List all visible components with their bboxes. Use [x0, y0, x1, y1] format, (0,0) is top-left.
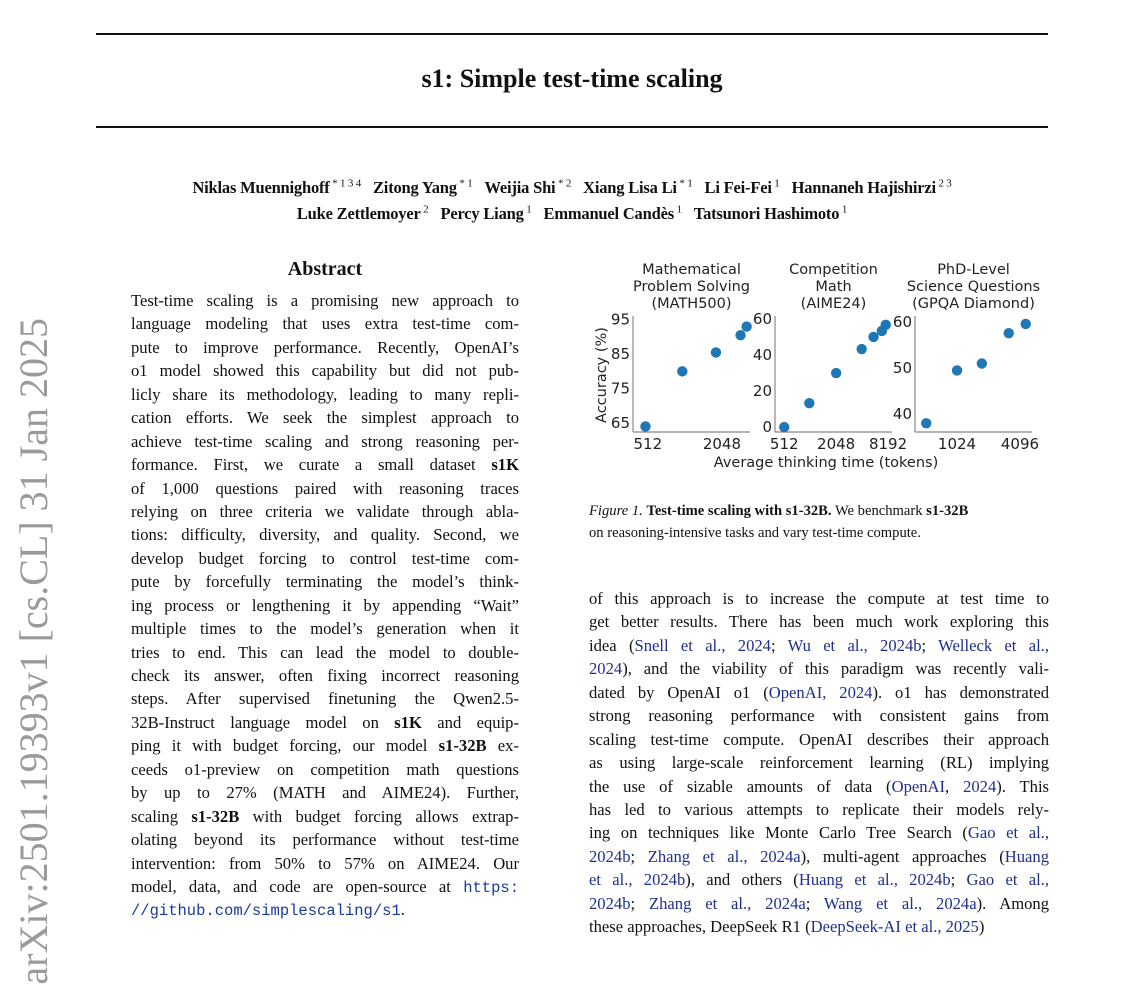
- panel-title-line: Math: [815, 279, 852, 295]
- text-segment: ;: [950, 870, 967, 890]
- citation-link[interactable]: Snell et al., 2024: [634, 635, 771, 655]
- text-segment: pute to improve performance. Recently, OpenAI’s: [131, 337, 519, 357]
- text-segment: steps. After supervised finetuning the Qwen2.5-: [131, 689, 519, 709]
- author-affiliation: 2 3: [935, 177, 952, 189]
- text-line: [589, 587, 1049, 610]
- text-segment: ,: [945, 776, 964, 796]
- citation-link[interactable]: Wu et al., 2024b: [787, 635, 922, 655]
- author-affiliation: 1: [771, 177, 780, 189]
- author-affiliation: * 1: [676, 177, 693, 189]
- y-tick-label: 50: [892, 359, 912, 378]
- text-line: [589, 704, 1049, 727]
- panel-title-line: Competition: [789, 262, 878, 278]
- text-segment: tions: difficulty, diversity, and quality. Second, we: [131, 525, 519, 545]
- text-segment: as using large-scale reinforcement learning (RL) implying: [589, 753, 1049, 773]
- text-segment: ex-: [486, 736, 519, 756]
- citation-link[interactable]: Huang: [1004, 846, 1049, 866]
- author-name: Percy Liang: [440, 204, 524, 223]
- figure-caption: [589, 500, 1049, 544]
- text-segment: Test-time scaling is a promising new approach to: [131, 291, 519, 310]
- author-name: Xiang Lisa Li: [583, 177, 677, 197]
- text-line: [589, 728, 1049, 751]
- author-name: Luke Zettlemoyer: [296, 204, 421, 223]
- data-point: [711, 347, 721, 357]
- text-segment: scaling test-time compute. OpenAI describes their approach: [589, 729, 1049, 749]
- text-line: [589, 892, 1049, 915]
- url-link[interactable]: https:: [463, 878, 519, 897]
- url-link[interactable]: //github.com/simplescaling/s1: [131, 902, 401, 921]
- text-segment: ceeds o1-preview on competition math questions: [131, 759, 519, 779]
- chart-panel-1: [611, 262, 752, 453]
- text-line: [131, 805, 519, 828]
- text-segment: multiple times to the model’s generation when it: [131, 619, 519, 639]
- author-name: Li Fei-Fei: [704, 177, 772, 197]
- data-point: [779, 422, 789, 432]
- text-line: [589, 868, 1049, 891]
- bold-text: s1K: [491, 455, 519, 475]
- text-line: [131, 500, 519, 523]
- author-name: Weijia Shi: [484, 177, 556, 197]
- x-tick-label: 2048: [702, 435, 742, 453]
- text-segment: cation efforts. We seek the simplest approach to: [131, 408, 519, 428]
- text-line: [131, 734, 519, 757]
- panel-title-line: PhD-Level: [937, 262, 1010, 278]
- y-tick-label: 20: [752, 382, 772, 401]
- bold-text: s1-32B: [191, 806, 240, 826]
- intro-body-text: [589, 587, 1049, 939]
- abstract-heading: Abstract: [287, 258, 363, 280]
- text-segment: ): [978, 917, 985, 937]
- y-tick-label: 0: [762, 418, 772, 437]
- panel-title-line: Science Questions: [906, 279, 1041, 295]
- text-line: [589, 657, 1049, 680]
- caption-label: Figure 1.: [589, 503, 643, 519]
- x-tick-label: 1024: [937, 435, 977, 453]
- citation-link[interactable]: Wang et al., 2024a: [823, 893, 977, 913]
- citation-link[interactable]: Huang et al., 2024b: [798, 870, 951, 890]
- text-line: [131, 711, 519, 734]
- data-point: [952, 365, 962, 375]
- text-line: [589, 845, 1049, 868]
- bold-text: s1-32B: [438, 736, 487, 756]
- x-axis-label: Average thinking time (tokens): [713, 455, 939, 471]
- citation-link[interactable]: Gao et al.,: [967, 823, 1049, 843]
- data-point: [881, 320, 891, 330]
- text-segment: ;: [921, 635, 939, 655]
- data-point: [856, 344, 866, 354]
- text-line: [131, 594, 519, 617]
- chart-panel-3: [893, 262, 1040, 453]
- author-affiliation: * 1 3 4: [329, 177, 361, 189]
- author-affiliation: * 1: [456, 177, 473, 189]
- text-segment: strong reasoning performance with consistent gains from: [589, 706, 1049, 726]
- text-line: [589, 610, 1049, 633]
- text-segment: relying on three criteria we validate through abla-: [131, 501, 519, 521]
- text-segment: get better results. There has been much work exploring this: [589, 612, 1049, 632]
- y-tick-label: 40: [752, 345, 772, 364]
- text-line: [589, 634, 1049, 657]
- text-line: [131, 875, 519, 898]
- text-line: [131, 758, 519, 781]
- text-segment: ). Among: [976, 893, 1049, 913]
- text-segment: ing process or lengthening it by appending “Wait”: [131, 595, 519, 615]
- citation-link[interactable]: 2024: [589, 659, 623, 679]
- text-segment: idea (: [589, 635, 635, 655]
- text-segment: of this approach is to increase the compute at test time to: [589, 589, 1049, 608]
- text-segment: olating beyond its performance without test-time: [131, 830, 519, 850]
- author-name: Hannaneh Hajishirzi: [791, 177, 936, 197]
- citation-link[interactable]: Zhang et al., 2024a: [647, 846, 801, 866]
- text-segment: ), and the viability of this paradigm was recently vali-: [622, 659, 1049, 679]
- author-affiliation: * 2: [555, 177, 572, 189]
- data-point: [868, 332, 878, 342]
- figure-1-chart: [0, 0, 1125, 480]
- text-line: [589, 915, 1049, 938]
- author-affiliation: 2: [420, 203, 429, 216]
- text-line: [589, 751, 1049, 774]
- text-segment: formance. First, we curate a small dataset: [131, 455, 492, 475]
- text-segment: .: [400, 900, 405, 920]
- text-segment: by up to 27% (MATH and AIME24). Further,: [131, 783, 519, 803]
- y-axis-label: Accuracy (%): [594, 327, 610, 423]
- author-name: Zitong Yang: [373, 177, 457, 197]
- citation-link[interactable]: 2024b: [589, 846, 631, 866]
- text-line: [131, 687, 519, 710]
- author-affiliation: 1: [673, 203, 682, 216]
- text-segment: scaling: [131, 806, 192, 826]
- text-line: [131, 547, 519, 570]
- text-line: [131, 570, 519, 593]
- data-point: [977, 358, 987, 368]
- text-segment: 32B-Instruct language model on: [131, 712, 395, 732]
- citation-link[interactable]: DeepSeek-AI et al., 2025: [810, 917, 979, 937]
- panel-title-line: Problem Solving: [633, 279, 750, 295]
- caption-bold: s1-32B: [926, 503, 969, 519]
- data-point: [741, 321, 751, 331]
- text-segment: has led to various attempts to replicate their models rely-: [589, 799, 1049, 819]
- citation-link[interactable]: Gao et al.,: [966, 870, 1049, 890]
- y-tick-label: 60: [752, 309, 772, 328]
- citation-link[interactable]: Welleck et al.,: [938, 635, 1049, 655]
- x-tick-label: 512: [633, 435, 663, 453]
- text-segment: ing on techniques like Monte Carlo Tree Search (: [589, 823, 968, 843]
- text-segment: ). o1 has demonstrated: [872, 682, 1049, 702]
- text-segment: tries to end. This can lead the model to double-: [131, 642, 519, 662]
- citation-link[interactable]: 2024b: [589, 893, 631, 913]
- panel-title-line: Mathematical: [642, 262, 741, 278]
- text-line: [131, 523, 519, 546]
- author-name: Emmanuel Candès: [543, 204, 674, 223]
- caption-text: We benchmark: [831, 503, 927, 519]
- data-point: [831, 368, 841, 378]
- x-tick-label: 512: [769, 435, 799, 453]
- panel-title-line: (GPQA Diamond): [912, 296, 1035, 312]
- text-segment: pute by forcefully terminating the model’s think-: [131, 572, 519, 592]
- x-tick-label: 4096: [1000, 435, 1040, 453]
- text-line: [131, 852, 519, 875]
- bold-text: s1K: [394, 712, 422, 732]
- text-line: [589, 681, 1049, 704]
- panel-title-line: (MATH500): [651, 296, 732, 312]
- citation-link[interactable]: Zhang et al., 2024a: [648, 893, 806, 913]
- citation-link[interactable]: 2024: [963, 776, 997, 796]
- text-segment: ;: [630, 893, 649, 913]
- y-tick-label: 75: [610, 379, 630, 398]
- text-line: [131, 641, 519, 664]
- arxiv-identifier-stamp: arXiv:2501.19393v1 [cs.CL] 31 Jan 2025: [11, 318, 56, 985]
- y-tick-label: 40: [892, 405, 912, 424]
- author-affiliation: 1: [523, 203, 532, 216]
- text-segment: achieve test-time scaling and strong reasoning per-: [131, 431, 519, 451]
- text-line: [589, 775, 1049, 798]
- text-line: [131, 898, 519, 921]
- text-line: [131, 828, 519, 851]
- text-segment: check its answer, often fixing incorrect reasoning: [131, 666, 519, 685]
- chart-panel-2: [753, 262, 907, 453]
- text-line: [131, 617, 519, 640]
- text-segment: licly share its methodology, leading to many repli-: [131, 384, 519, 404]
- citation-link[interactable]: OpenAI, 2024: [768, 682, 873, 702]
- author-name: Tatsunori Hashimoto: [693, 204, 840, 223]
- text-segment: ping it with budget forcing, our model: [131, 736, 439, 756]
- panel-title-line: (AIME24): [800, 296, 867, 312]
- text-segment: ), and others (: [685, 870, 799, 890]
- text-segment: develop budget forcing to control test-time com-: [131, 548, 519, 568]
- data-point: [735, 330, 745, 340]
- data-point: [1021, 319, 1031, 329]
- data-point: [640, 421, 650, 431]
- text-segment: model, data, and code are open-source at: [131, 876, 464, 896]
- text-segment: ;: [630, 846, 648, 866]
- text-segment: ). This: [996, 776, 1050, 796]
- x-tick-label: 8192: [868, 435, 908, 453]
- y-tick-label: 95: [610, 310, 630, 329]
- data-point: [804, 398, 814, 408]
- text-segment: of 1,000 questions paired with reasoning traces: [131, 478, 519, 498]
- author-affiliation: 1: [839, 203, 848, 216]
- text-segment: the use of sizable amounts of data (: [589, 776, 892, 796]
- text-segment: language modeling that uses extra test-time com-: [131, 314, 519, 334]
- text-segment: these approaches, DeepSeek R1 (: [589, 917, 811, 937]
- text-segment: and equip-: [421, 712, 519, 732]
- text-line: [131, 664, 519, 687]
- caption-text-2: on reasoning-intensive tasks and vary test-time compute.: [589, 525, 921, 541]
- citation-link[interactable]: OpenAI: [891, 776, 946, 796]
- text-line: [589, 798, 1049, 821]
- text-segment: dated by OpenAI o1 (: [589, 682, 769, 702]
- y-tick-label: 65: [610, 414, 630, 433]
- data-point: [677, 366, 687, 376]
- text-line: [131, 477, 519, 500]
- y-tick-label: 85: [610, 345, 630, 364]
- text-segment: intervention: from 50% to 57% on AIME24. Our: [131, 853, 519, 873]
- text-segment: with budget forcing allows extrap-: [239, 806, 519, 826]
- paper-title: s1: Simple test-time scaling: [421, 64, 723, 93]
- y-tick-label: 60: [892, 313, 912, 332]
- text-segment: ;: [770, 635, 788, 655]
- text-segment: o1 model showed this capability but did not pub-: [131, 361, 519, 381]
- x-tick-label: 2048: [817, 435, 856, 453]
- author-name: Niklas Muennighoff: [192, 177, 330, 197]
- data-point: [921, 418, 931, 428]
- text-segment: ;: [805, 893, 824, 913]
- data-point: [1004, 328, 1014, 338]
- text-segment: ), multi-agent approaches (: [800, 846, 1005, 866]
- caption-title: Test-time scaling with s1-32B.: [646, 503, 832, 519]
- text-line: [131, 781, 519, 804]
- citation-link[interactable]: et al., 2024b: [589, 870, 686, 890]
- text-line: [589, 821, 1049, 844]
